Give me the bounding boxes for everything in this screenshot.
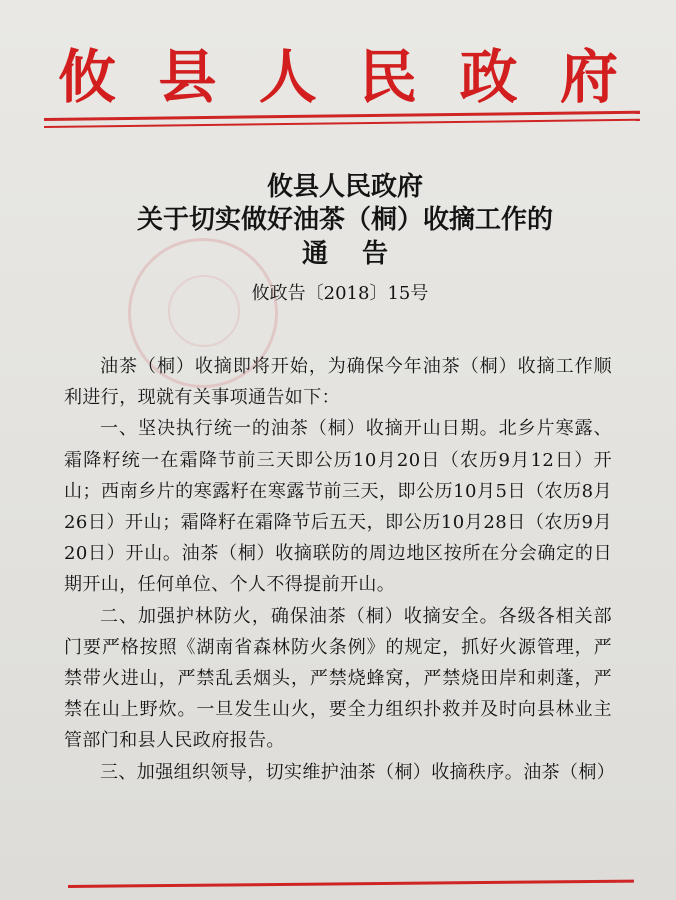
government-header [58, 42, 618, 112]
header-char: 政 [459, 43, 518, 111]
header-char: 民 [359, 43, 418, 111]
header-char: 县 [158, 43, 217, 111]
document-title-line-3: 通告 [301, 239, 422, 269]
document-title-line-1: 攸县人民政府 [266, 172, 423, 202]
header-char: 人 [258, 43, 317, 111]
header-char: 府 [559, 43, 618, 111]
header-char: 攸 [58, 43, 117, 111]
document-body [64, 351, 616, 788]
item-paragraph-1: 一、坚决执行统一的油茶（桐）收摘开山日期。北乡片寒露、霜降籽统一在霜降节前三天即公历10月20日（农历9月12日）开山；西南乡片的寒露籽在寒露节前三天，即公历10月5日（农历8月26日）开山；霜降籽在霜降节后五天，即公历10月28日（农历9月20日）开山。油茶（桐）收摘联防的周边地区按所在分会确定的日期开山，任何单位、个人不得提前开山。 [64, 418, 612, 596]
intro-paragraph: 油茶（桐）收摘即将开始，为确保今年油茶（桐）收摘工作顺利进行，现就有关事项通告如下： [64, 356, 612, 409]
document-number: 攸政告〔2018〕15号 [251, 283, 429, 304]
bottom-red-rule [68, 880, 634, 888]
item-paragraph-3: 三、加强组织领导，切实维护油茶（桐）收摘秩序。油茶（桐） [100, 761, 616, 783]
item-paragraph-2: 二、加强护林防火，确保油茶（桐）收摘安全。各级各相关部门要严格按照《湖南省森林防火条例》的规定，抓好火源管理，严禁带火进山，严禁乱丢烟头，严禁烧蜂窝，严禁烧田岸和刺蓬，严禁在山上野炊。一旦发生山火，要全力组织扑救并及时向县林业主管部门和县人民政府报告。 [64, 605, 612, 752]
header-red-rule-secondary [44, 119, 640, 128]
document-title-line-2: 关于切实做好油茶（桐）收摘工作的 [136, 205, 553, 235]
